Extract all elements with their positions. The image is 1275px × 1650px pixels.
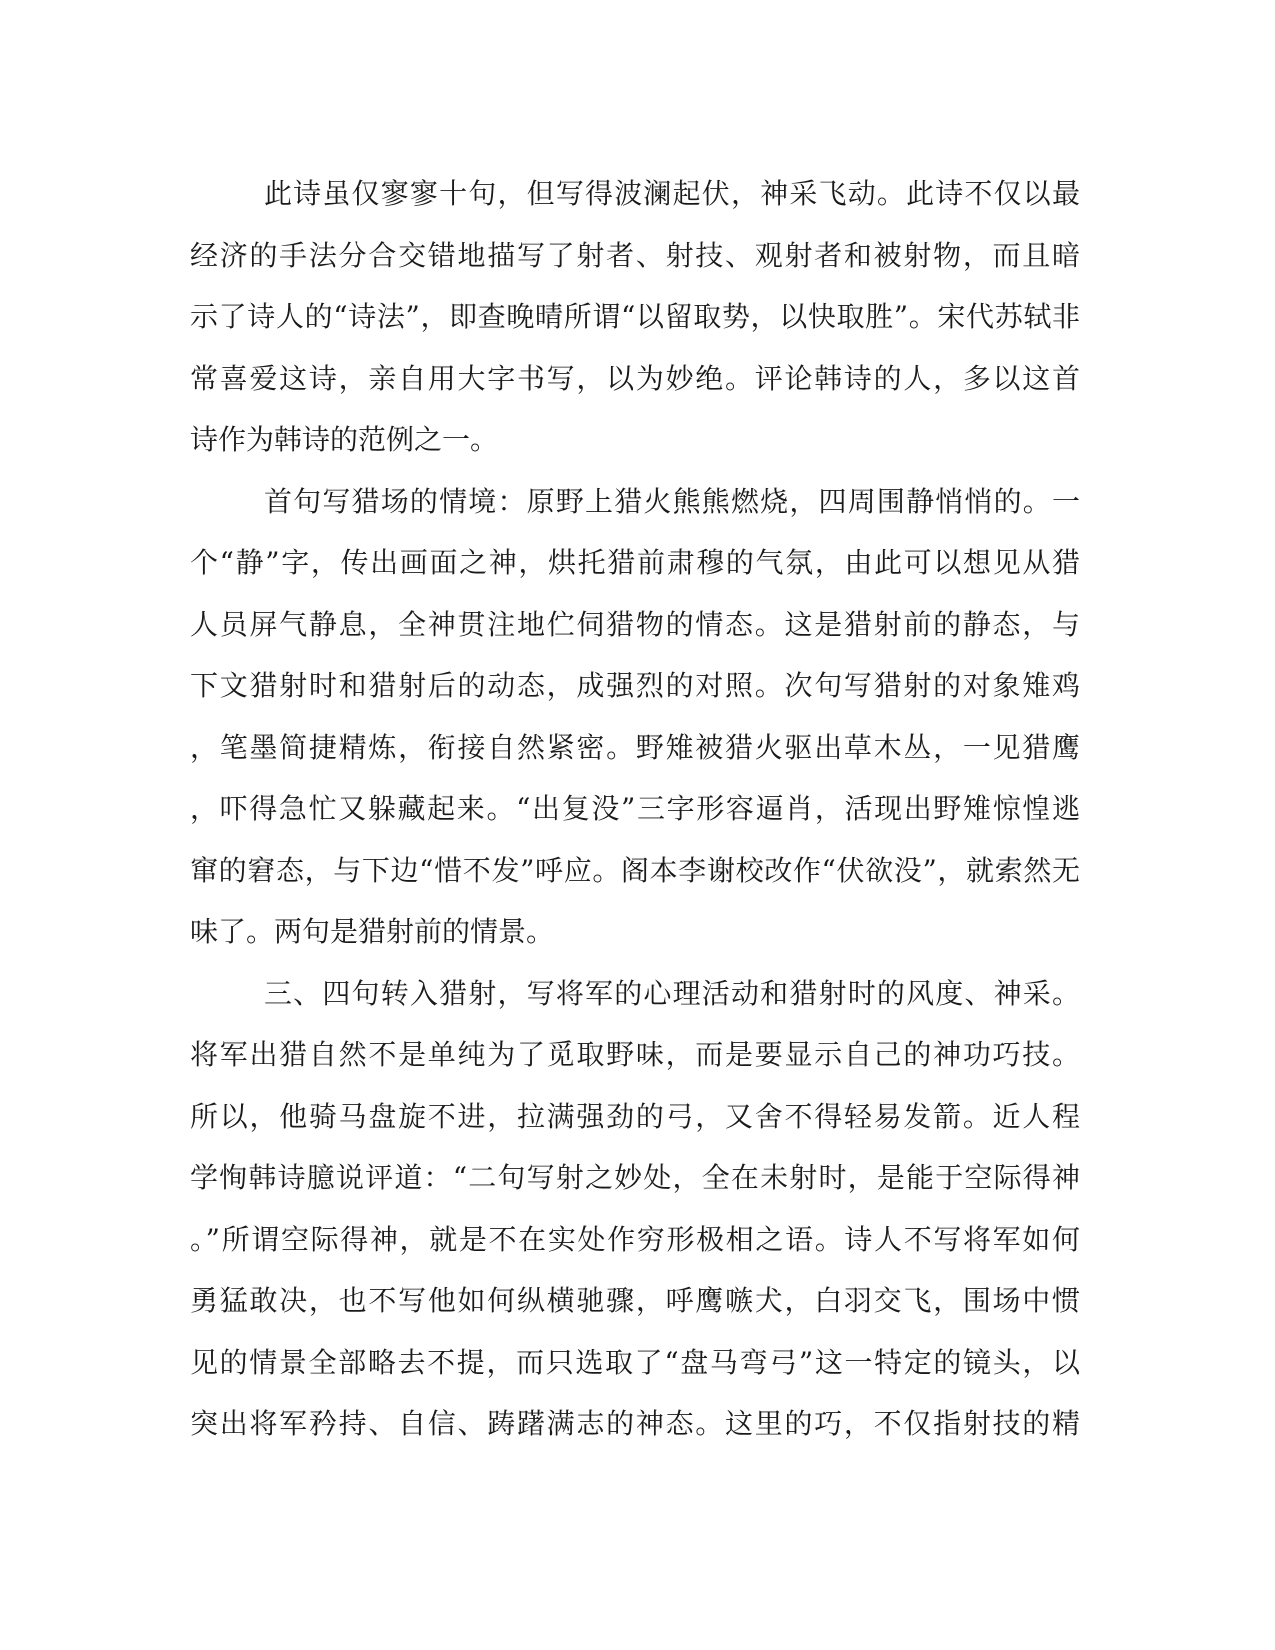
text-line: 首句写猎场的情境：原野上猎火熊熊燃烧，四周围静悄悄的。一	[264, 484, 1080, 518]
text-line: 三、四句转入猎射，写将军的心理活动和猎射时的风度、神采。	[264, 976, 1080, 1010]
text-line: 。”所谓空际得神，就是不在实处作穷形极相之语。诗人不写将军如何	[190, 1222, 1080, 1256]
text-line: 见的情景全部略去不提，而只选取了“盘马弯弓”这一特定的镜头，以	[190, 1345, 1080, 1379]
text-body	[190, 163, 1080, 1455]
text-line: 学恂韩诗臆说评道：“二句写射之妙处，全在未射时，是能于空际得神	[190, 1161, 1080, 1194]
text-line: 经济的手法分合交错地描写了射者、射技、观射者和被射物，而且暗	[190, 238, 1080, 272]
text-line: 个“静”字，传出画面之神，烘托猎前肃穆的气氛，由此可以想见从猎	[190, 546, 1080, 579]
text-line: 勇猛敢决，也不写他如何纵横驰骤，呼鹰嗾犬，白羽交飞，围场中惯	[190, 1284, 1080, 1317]
text-line: 此诗虽仅寥寥十句，但写得波澜起伏，神采飞动。此诗不仅以最	[264, 177, 1080, 210]
text-line: 诗作为韩诗的范例之一。	[190, 423, 499, 456]
text-line: ，吓得急忙又躲藏起来。“出复没”三字形容逼肖，活现出野雉惊惶逃	[190, 792, 1080, 825]
text-line: 所以，他骑马盘旋不进，拉满强劲的弓，又舍不得轻易发箭。近人程	[190, 1099, 1080, 1133]
text-line: 示了诗人的“诗法”，即查晚晴所谓“以留取势，以快取胜”。宋代苏轼非	[190, 300, 1080, 333]
text-line: 人员屏气静息，全神贯注地伫伺猎物的情态。这是猎射前的静态，与	[190, 607, 1080, 641]
text-line: 味了。两句是猎射前的情景。	[190, 915, 555, 948]
text-line: ，笔墨简捷精炼，衔接自然紧密。野雉被猎火驱出草木丛，一见猎鹰	[190, 730, 1080, 764]
text-line: 将军出猎自然不是单纯为了觅取野味，而是要显示自己的神功巧技。	[190, 1038, 1080, 1071]
text-line: 突出将军矜持、自信、踌躇满志的神态。这里的巧，不仅指射技的精	[190, 1407, 1080, 1440]
text-line: 窜的窘态，与下边“惜不发”呼应。阁本李谢校改作“伏欲没”，就索然无	[190, 853, 1080, 887]
text-line: 常喜爱这诗，亲自用大字书写，以为妙绝。评论韩诗的人，多以这首	[190, 361, 1080, 395]
text-line: 下文猎射时和猎射后的动态，成强烈的对照。次句写猎射的对象雉鸡	[190, 669, 1080, 702]
